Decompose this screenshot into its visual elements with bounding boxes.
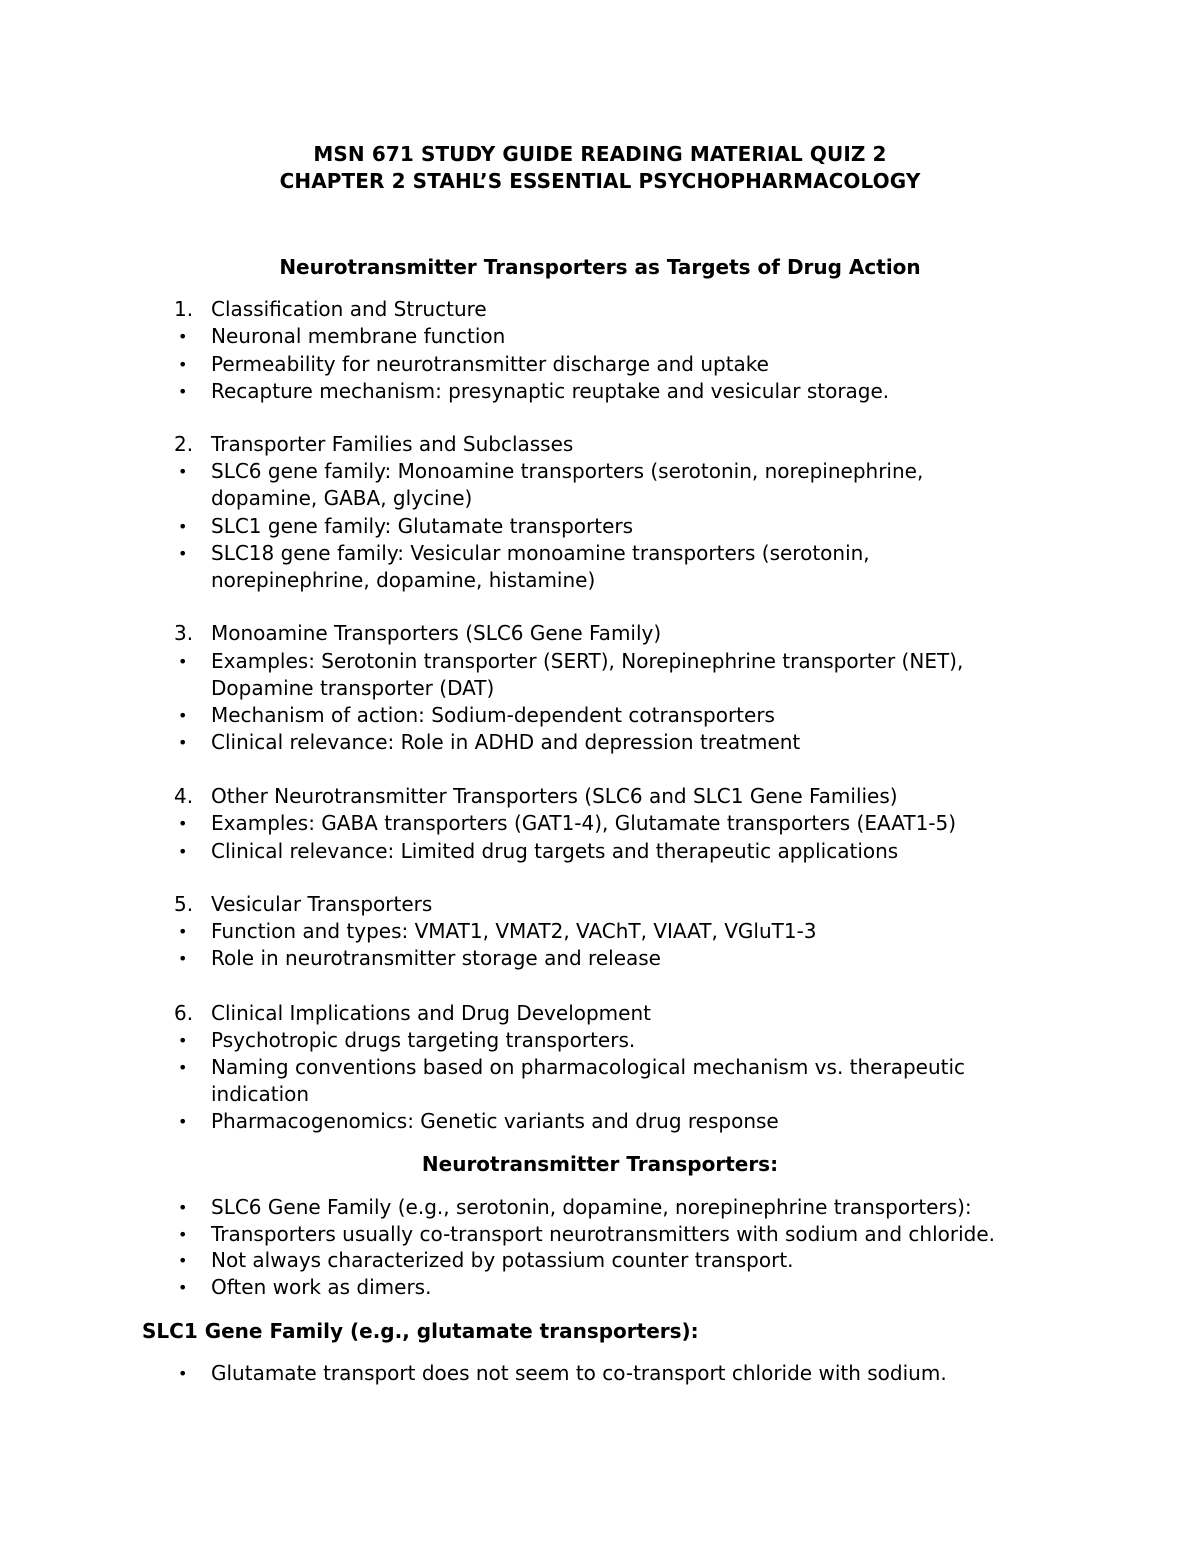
bullet-icon: •	[178, 462, 188, 481]
bullet-text: Examples: Serotonin transporter (SERT), Norepinephrine transporter (NET),	[211, 649, 964, 673]
list-number: 6.	[174, 1001, 194, 1025]
bullet-icon: •	[178, 1031, 188, 1050]
bullet-text: Not always characterized by potassium counter transport.	[211, 1248, 794, 1272]
bullet-text: SLC18 gene family: Vesicular monoamine transporters (serotonin,	[211, 541, 870, 565]
bullet-icon: •	[178, 842, 188, 861]
bullet-text: Glutamate transport does not seem to co-transport chloride with sodium.	[211, 1361, 947, 1385]
bullet-icon: •	[178, 544, 188, 563]
bullet-icon: •	[178, 517, 188, 536]
bullet-text: dopamine, GABA, glycine)	[211, 486, 473, 510]
bullet-text: Mechanism of action: Sodium-dependent cotransporters	[211, 703, 775, 727]
bullet-text: Function and types: VMAT1, VMAT2, VAChT, VIAAT, VGluT1-3	[211, 919, 817, 943]
bullet-icon: •	[178, 1198, 188, 1217]
bullet-icon: •	[178, 706, 188, 725]
section-heading-transporters: Neurotransmitter Transporters:	[421, 1152, 779, 1176]
bullet-text: Examples: GABA transporters (GAT1-4), Glutamate transporters (EAAT1-5)	[211, 811, 957, 835]
bullet-icon: •	[178, 949, 188, 968]
bullet-text: Psychotropic drugs targeting transporters.	[211, 1028, 636, 1052]
bullet-text: norepinephrine, dopamine, histamine)	[211, 568, 596, 592]
list-item-label: Transporter Families and Subclasses	[211, 432, 574, 456]
list-item-label: Vesicular Transporters	[211, 892, 433, 916]
bullet-text: Naming conventions based on pharmacological mechanism vs. therapeutic	[211, 1055, 966, 1079]
bullet-text: SLC1 gene family: Glutamate transporters	[211, 514, 634, 538]
bullet-icon: •	[178, 327, 188, 346]
bullet-icon: •	[178, 1251, 188, 1270]
bullet-icon: •	[178, 382, 188, 401]
section-heading-slc1: SLC1 Gene Family (e.g., glutamate transporters):	[142, 1319, 699, 1343]
bullet-text: SLC6 gene family: Monoamine transporters (serotonin, norepinephrine,	[211, 459, 924, 483]
bullet-icon: •	[178, 652, 188, 671]
bullet-text: Clinical relevance: Role in ADHD and depression treatment	[211, 730, 801, 754]
bullet-text: Permeability for neurotransmitter discharge and uptake	[211, 352, 769, 376]
list-number: 4.	[174, 784, 194, 808]
document-title-line-2: CHAPTER 2 STAHL’S ESSENTIAL PSYCHOPHARMACOLOGY	[279, 169, 921, 193]
list-number: 2.	[174, 432, 194, 456]
bullet-icon: •	[178, 922, 188, 941]
bullet-text: Often work as dimers.	[211, 1275, 432, 1299]
bullet-text: SLC6 Gene Family (e.g., serotonin, dopamine, norepinephrine transporters):	[211, 1195, 972, 1219]
bullet-text: Clinical relevance: Limited drug targets and therapeutic applications	[211, 839, 899, 863]
bullet-text: Dopamine transporter (DAT)	[211, 676, 495, 700]
bullet-icon: •	[178, 814, 188, 833]
bullet-icon: •	[178, 733, 188, 752]
bullet-text: Neuronal membrane function	[211, 324, 506, 348]
list-item-label: Clinical Implications and Drug Development	[211, 1001, 651, 1025]
bullet-text: indication	[211, 1082, 310, 1106]
bullet-text: Transporters usually co-transport neurotransmitters with sodium and chloride.	[211, 1222, 995, 1246]
section-heading-targets: Neurotransmitter Transporters as Targets of Drug Action	[279, 255, 921, 279]
list-number: 3.	[174, 621, 194, 645]
bullet-icon: •	[178, 1225, 188, 1244]
bullet-text: Recapture mechanism: presynaptic reuptake and vesicular storage.	[211, 379, 890, 403]
list-item-label: Classification and Structure	[211, 297, 487, 321]
list-item-label: Monoamine Transporters (SLC6 Gene Family)	[211, 621, 662, 645]
list-item-label: Other Neurotransmitter Transporters (SLC6 and SLC1 Gene Families)	[211, 784, 898, 808]
bullet-icon: •	[178, 1058, 188, 1077]
bullet-text: Role in neurotransmitter storage and release	[211, 946, 661, 970]
list-number: 5.	[174, 892, 194, 916]
document-title-line-1: MSN 671 STUDY GUIDE READING MATERIAL QUIZ 2	[313, 142, 887, 166]
bullet-icon: •	[178, 355, 188, 374]
list-number: 1.	[174, 297, 194, 321]
bullet-icon: •	[178, 1364, 188, 1383]
bullet-icon: •	[178, 1278, 188, 1297]
bullet-text: Pharmacogenomics: Genetic variants and drug response	[211, 1109, 779, 1133]
bullet-icon: •	[178, 1112, 188, 1131]
